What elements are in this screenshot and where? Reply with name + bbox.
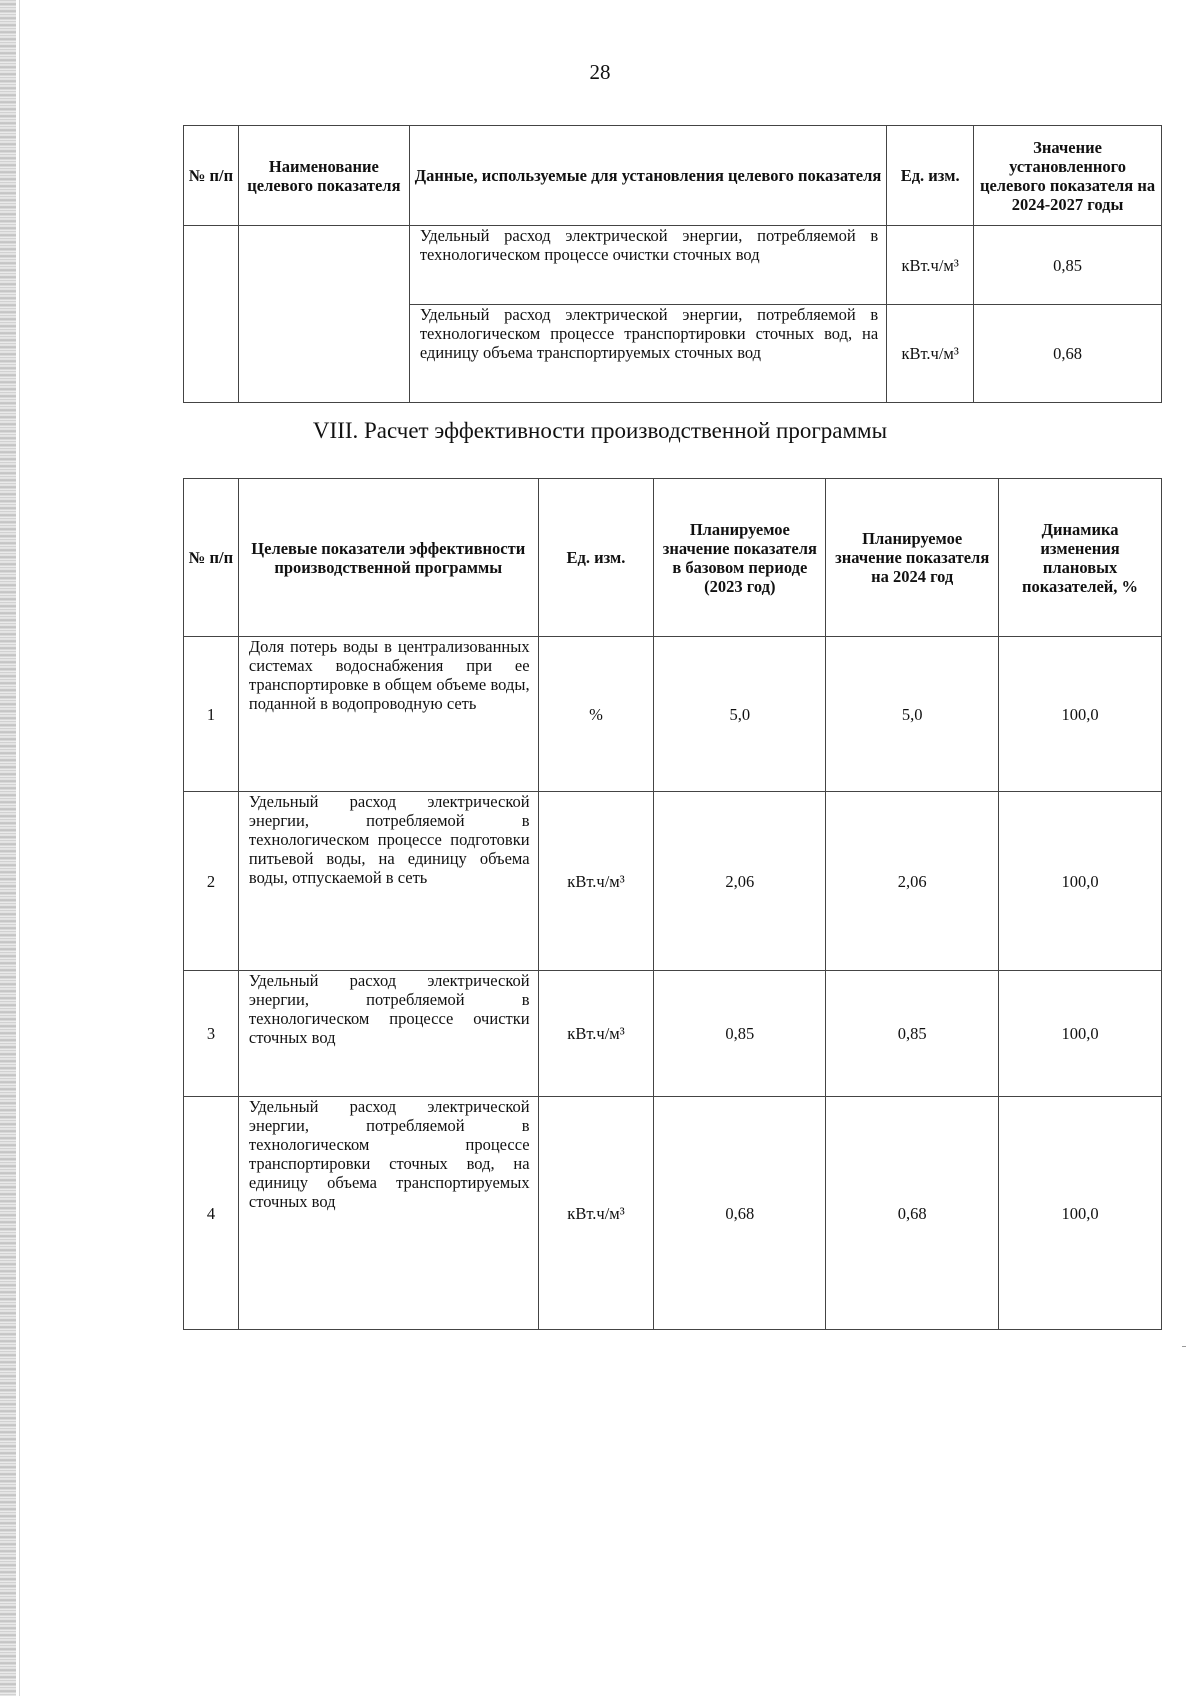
- section-heading: VIII. Расчет эффективности производственной программы: [312, 418, 888, 443]
- header-unit: Ед. изм.: [538, 479, 654, 637]
- row-num: 1: [184, 637, 239, 792]
- page-number: 28: [589, 60, 611, 84]
- empty-name-cell: [238, 226, 409, 403]
- row-num: 3: [184, 971, 239, 1097]
- row-value: 0,68: [974, 305, 1162, 403]
- table-header-row: [184, 479, 1162, 637]
- table-header-row: [184, 126, 1162, 226]
- row-base-value: 0,68: [654, 1097, 826, 1330]
- row-indicator: Доля потерь воды в централизованных системах водоснабжения при ее транспортировке в общем объеме воды, поданной в водопроводную сеть: [238, 637, 538, 792]
- empty-num-cell: [184, 226, 239, 403]
- row-plan-value: 0,85: [826, 971, 999, 1097]
- row-num: 2: [184, 792, 239, 971]
- row-num: 4: [184, 1097, 239, 1330]
- row-indicator: Удельный расход электрической энергии, потребляемой в технологическом процессе очистки сточных вод: [238, 971, 538, 1097]
- row-unit: кВт.ч/м³: [538, 1097, 654, 1330]
- row-dynamics: 100,0: [999, 637, 1162, 792]
- row-base-value: 2,06: [654, 792, 826, 971]
- row-unit: кВт.ч/м³: [538, 971, 654, 1097]
- header-num: № п/п: [184, 479, 239, 637]
- scan-speck: [1182, 1346, 1186, 1347]
- row-dynamics: 100,0: [999, 971, 1162, 1097]
- row-unit: кВт.ч/м³: [887, 226, 974, 305]
- header-plan-2024: Планируемое значение показателя на 2024 год: [826, 479, 999, 637]
- row-indicator: Удельный расход электрической энергии, потребляемой в технологическом процессе подготовки питьевой воды, на единицу объема воды, отпускаемой в сеть: [238, 792, 538, 971]
- row-unit: %: [538, 637, 654, 792]
- table-row: [184, 792, 1162, 971]
- scan-edge-line: [19, 0, 20, 1696]
- table-row: [184, 1097, 1162, 1330]
- header-indicator-name: Наименование целевого показателя: [238, 126, 409, 226]
- row-base-value: 5,0: [654, 637, 826, 792]
- header-base-period: Планируемое значение показателя в базовом периоде (2023 год): [654, 479, 826, 637]
- table-row: [184, 637, 1162, 792]
- scan-edge-artifact: [0, 0, 16, 1696]
- table-row: [184, 971, 1162, 1097]
- row-dynamics: 100,0: [999, 792, 1162, 971]
- header-unit: Ед. изм.: [887, 126, 974, 226]
- row-base-value: 0,85: [654, 971, 826, 1097]
- row-unit: кВт.ч/м³: [887, 305, 974, 403]
- row-data-text: Удельный расход электрической энергии, потребляемой в технологическом процессе транспортировки сточных вод, на единицу объема транспортируемых сточных вод: [409, 305, 886, 403]
- header-target-value: Значение установленного целевого показателя на 2024-2027 годы: [974, 126, 1162, 226]
- header-num: № п/п: [184, 126, 239, 226]
- row-plan-value: 2,06: [826, 792, 999, 971]
- row-indicator: Удельный расход электрической энергии, потребляемой в технологическом процессе транспортировки сточных вод, на единицу объема транспортируемых сточных вод: [238, 1097, 538, 1330]
- row-value: 0,85: [974, 226, 1162, 305]
- row-dynamics: 100,0: [999, 1097, 1162, 1330]
- row-data-text: Удельный расход электрической энергии, потребляемой в технологическом процессе очистки сточных вод: [409, 226, 886, 305]
- row-unit: кВт.ч/м³: [538, 792, 654, 971]
- row-plan-value: 5,0: [826, 637, 999, 792]
- target-indicators-table: [183, 125, 1162, 403]
- table-row: [184, 226, 1162, 305]
- header-indicator: Целевые показатели эффективности производственной программы: [238, 479, 538, 637]
- header-dynamics: Динамика изменения плановых показателей, %: [999, 479, 1162, 637]
- efficiency-table: [183, 478, 1162, 1330]
- header-data: Данные, используемые для установления целевого показателя: [409, 126, 886, 226]
- row-plan-value: 0,68: [826, 1097, 999, 1330]
